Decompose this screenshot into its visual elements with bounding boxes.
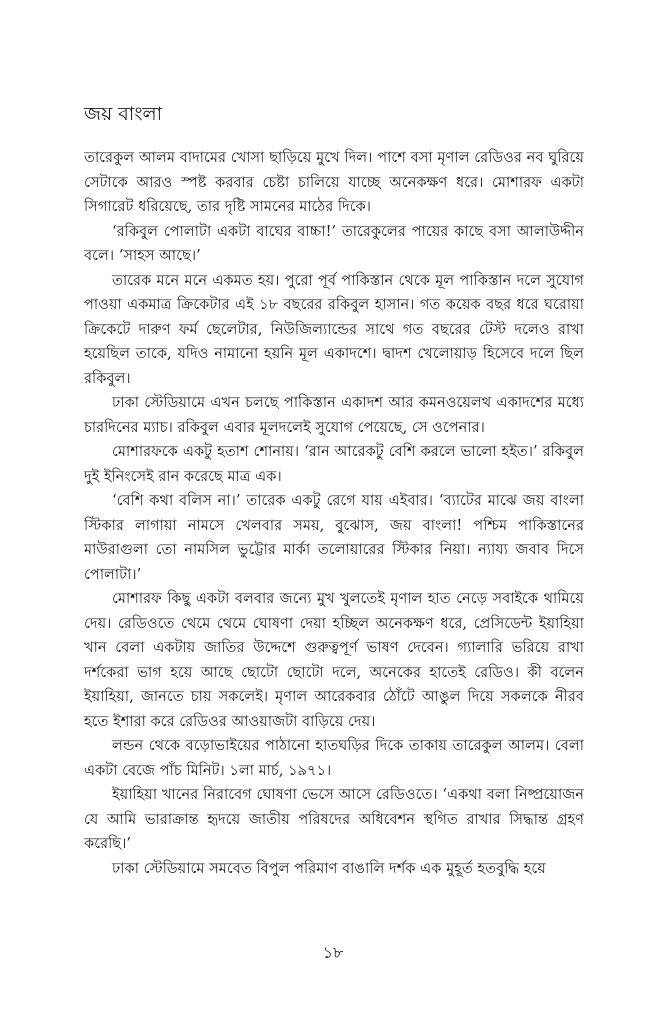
paragraph: ঢাকা স্টেডিয়ামে সমবেত বিপুল পরিমাণ বাঙালি দর্শক এক মুহূর্ত হতবুদ্ধি হয়ে <box>112 859 546 877</box>
paragraph: লন্ডন থেকে বড়োভাইয়ের পাঠানো হাতঘড়ির দিকে তাকায় তারেকুল আলম। বেলা একটা বেজে পাঁচ মিনিট। ১লা মার্চ, ১৯৭১। <box>84 737 584 779</box>
paragraph: ‘রকিবুল পোলাটা একটা বাঘের বাচ্চা!’ তারেকুলের পায়ের কাছে বসা আলাউদ্দীন বলে। ‘সাহস আছে।’ <box>84 222 584 264</box>
paragraph: মোশারফকে একটু হতাশ শোনায়। ‘রান আরেকটু বেশি করলে ভালো হইত।’ রকিবুল দুই ইনিংসেই রান করেছে মাত্র এক। <box>84 443 584 485</box>
paragraph: তারেক মনে মনে একমত হয়। পুরো পূর্ব পাকিস্তান থেকে মূল পাকিস্তান দলে সুযোগ পাওয়া একমাত্র ক্রিকেটার এই ১৮ বছরের রকিবুল হাসান। গত কয়েক বছর ধরে ঘরোয়া ক্রিকেটে দারুণ ফর্ম ছেলেটার, নিউজিল্যান্ডের সাথে গত বছরের টেস্ট দলেও রাখা হয়েছিল তাকে, যদিও নামানো হয়নি মূল একাদশে। দ্বাদশ খেলোয়াড় হিসেবে দলে ছিল রকিবুল। <box>84 271 584 387</box>
body-text <box>84 146 584 936</box>
paragraph: ইয়াহিয়া খানের নিরাবেগ ঘোষণা ভেসে আসে রেডিওতে। ‘একথা বলা নিষ্প্রয়োজন যে আমি ভারাক্রান্ত হৃদয়ে জাতীয় পরিষদের অধিবেশন স্থগিত রাখার সিদ্ধান্ত গ্রহণ করেছি।’ <box>84 786 584 852</box>
paragraph: মোশারফ কিছু একটা বলবার জন্যে মুখ খুলতেই মৃণাল হাত নেড়ে সবাইকে থামিয়ে দেয়। রেডিওতে থেমে থেমে ঘোষণা দেয়া হচ্ছিল অনেকক্ষণ ধরে, প্রেসিডেন্ট ইয়াহিয়া খান বেলা একটায় জাতির উদ্দেশে গুরুত্বপূর্ণ ভাষণ দেবেন। গ্যালারি ভরিয়ে রাখা দর্শকেরা ভাগ হয়ে আছে ছোটো ছোটো দলে, অনেকের হাতেই রেডিও। কী বলেন ইয়াহিয়া, জানতে চায় সকলেই। মৃণাল আরেকবার ঠোঁটে আঙুল দিয়ে সকলকে নীরব হতে ইশারা করে রেডিওর আওয়াজটা বাড়িয়ে দেয়। <box>84 590 584 730</box>
page-number: ১৮ <box>322 943 344 962</box>
paragraph: তারেকুল আলম বাদামের খোসা ছাড়িয়ে মুখে দিল। পাশে বসা মৃণাল রেডিওর নব ঘুরিয়ে সেটাকে আরও স্পষ্ট করবার চেষ্টা চালিয়ে যাচ্ছে অনেকক্ষণ ধরে। মোশারফ একটা সিগারেট ধরিয়েছে, তার দৃষ্টি সামনের মাঠের দিকে। <box>84 149 584 215</box>
chapter-title: জয় বাংলা <box>84 103 163 125</box>
paragraph: ‘বেশি কথা বলিস না।’ তারেক একটু রেগে যায় এইবার। ‘ব্যাটের মাঝে জয় বাংলা স্টিকার লাগায়া নামসে খেলবার সময়, বুঝোস, জয় বাংলা! পশ্চিম পাকিস্তানের মাউরাগুলা তো নামসিল ভুট্টোর মার্কা তলোয়ারের স্টিকার নিয়া। ন্যায্য জবাব দিসে পোলাটা।’ <box>84 492 584 583</box>
paragraph: ঢাকা স্টেডিয়ামে এখন চলছে পাকিস্তান একাদশ আর কমনওয়েলথ একাদশের মধ্যে চারদিনের ম্যাচ। রকিবুল এবার মূলদলেই সুযোগ পেয়েছে, সে ওপেনার। <box>84 394 584 436</box>
